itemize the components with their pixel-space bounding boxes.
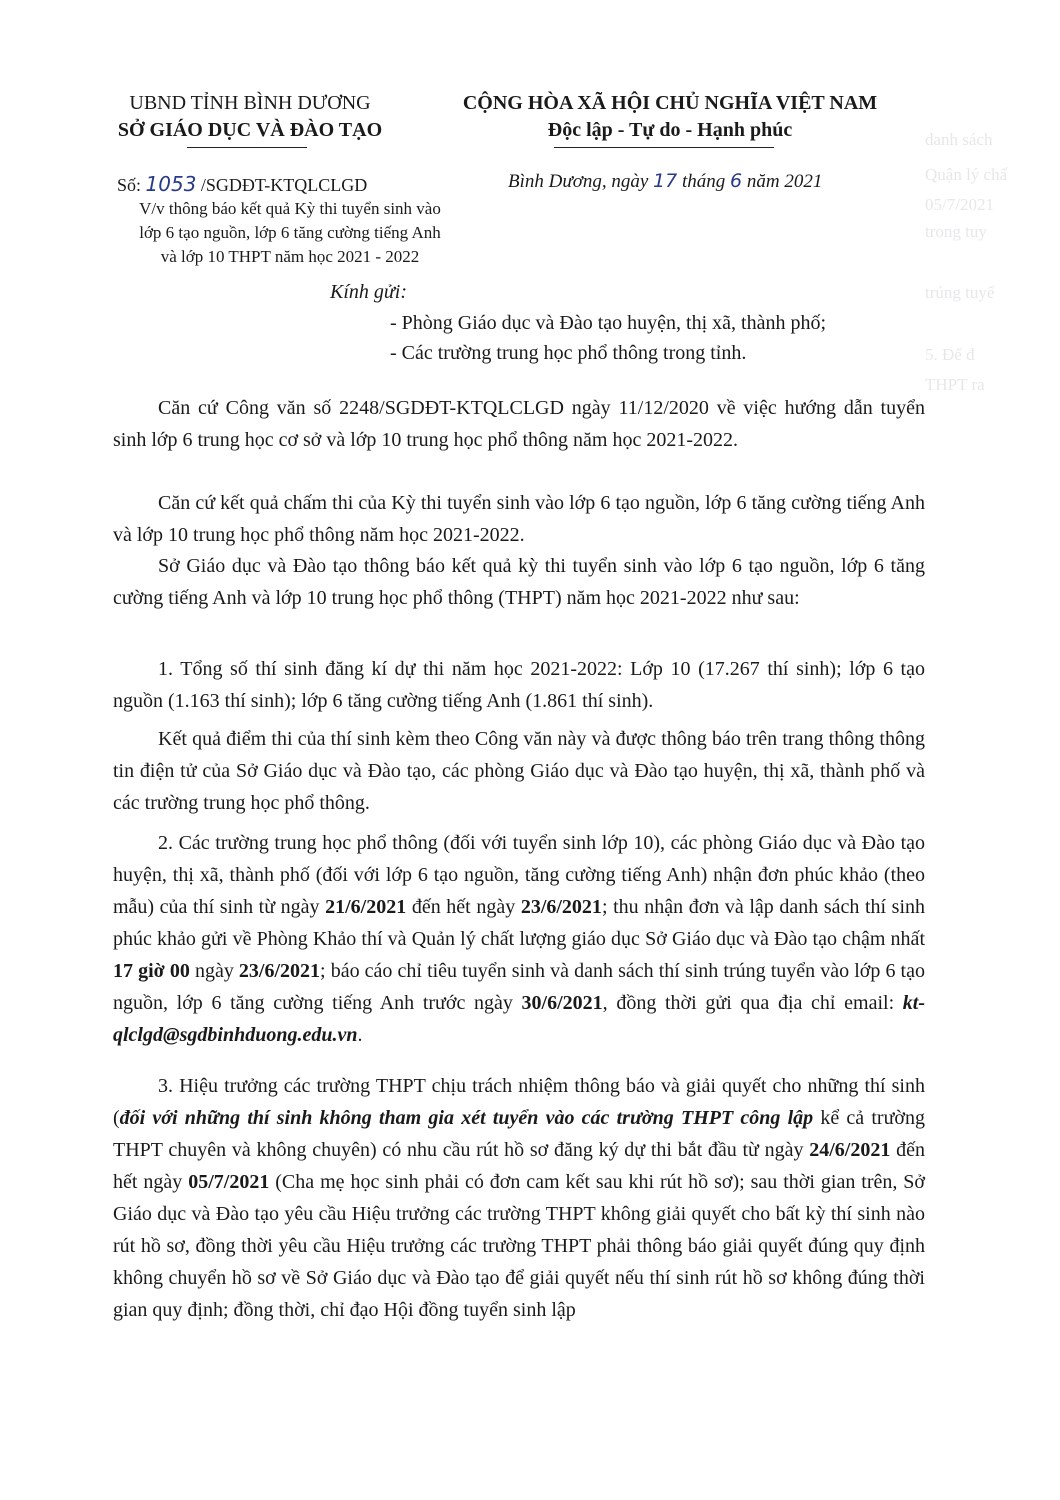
date-place: Bình Dương, ngày — [508, 171, 654, 192]
issuer-department: SỞ GIÁO DỤC VÀ ĐÀO TẠO — [117, 119, 383, 141]
emphasis-text: đối với những thí sinh không tham gia xét tuyển vào các trường THPT công lập — [119, 1107, 814, 1129]
paragraph-text: (Cha mẹ học sinh phải có đơn cam kết sau khi rút hồ sơ); sau thời gian trên, Sở Giáo dục và Đào tạo yêu cầu Hiệu trưởng các trường THPT không giải quyết cho bất kỳ thí sinh nào rút hồ sơ, đồng thời yêu cầu Hiệu trưởng các trường THPT phải thông báo giải quyết đúng quy định không chuyển hồ sơ về Sở Giáo dục và Đào tạo để giải quyết nếu thí sinh rút hồ sơ không đúng thời gian quy định; đồng thời, chỉ đạo Hội đồng tuyển sinh lập — [113, 1171, 925, 1321]
paragraph-text: Kết quả điểm thi của thí sinh kèm theo Công văn này và được thông báo trên trang thông thông tin điện tử của Sở Giáo dục và Đào tạo, các phòng Giáo dục và Đào tạo huyện, thị xã, thành phố và các trường trung học phổ thông. — [113, 728, 925, 814]
national-header — [420, 90, 920, 144]
deadline-date: 23/6/2021 — [238, 960, 321, 982]
body-paragraph — [113, 487, 925, 551]
document-date — [508, 170, 822, 193]
paragraph-text: ; báo cáo chỉ tiêu tuyển sinh và danh sách thí sinh trúng tuyển vào lớp 6 tạo nguồn, lớp 6 tăng cường tiếng Anh trước ngày — [113, 960, 925, 1014]
paragraph-text: , đồng thời gửi qua địa chỉ email: — [602, 992, 903, 1014]
body-paragraph — [113, 550, 925, 614]
deadline-date: 23/6/2021 — [520, 896, 602, 918]
recipient-item: - Các trường trung học phổ thông trong tỉnh. — [390, 342, 747, 364]
paragraph-text: đến hết ngày — [406, 896, 521, 918]
recipient-item: - Phòng Giáo dục và Đào tạo huyện, thị xã, thành phố; — [390, 312, 827, 334]
paragraph-text: 2. Các trường trung học phổ thông (đối với tuyển sinh lớp 10), các phòng Giáo dục và Đào tạo huyện, thị xã, thành phố (đối với lớp 6 tạo nguồn, tăng cường tiếng Anh) nhận đơn phúc khảo (theo mẫu) của thí sinh từ ngày — [113, 832, 925, 918]
issuer-province: UBND TỈNH BÌNH DƯƠNG — [129, 92, 371, 114]
paragraph-text: 3. Hiệu trưởng các trường THPT chịu trách nhiệm thông báo và giải quyết cho những thí sinh ( — [113, 1075, 925, 1129]
paragraph-text: Sở Giáo dục và Đào tạo thông báo kết quả kỳ thi tuyển sinh vào lớp 6 tạo nguồn, lớp 6 tăng cường tiếng Anh và lớp 10 trung học phổ thông (THPT) năm học 2021-2022 như sau: — [113, 555, 925, 609]
deadline-date: 30/6/2021 — [521, 992, 603, 1014]
paragraph-text: Căn cứ kết quả chấm thi của Kỳ thi tuyển sinh vào lớp 6 tạo nguồn, lớp 6 tăng cường tiếng Anh và lớp 10 trung học phổ thông năm học 2021-2022. — [113, 492, 925, 546]
body-paragraph — [113, 723, 925, 819]
document-page: danh sách Quận lý chấ 05/7/2021 trong tuy trúng tuyể 5. Để đ THPT ra UBND TỈNH BÌNH DƯƠNG SỞ GIÁO DỤC VÀ ĐÀO TẠO CỘNG HÒA XÃ HỘI CHỦ NGHĨA VIỆT NAM Độc lập - Tự do - Hạnh phúc Số: 1053 /SGDĐT-KTQLCLGD Bình Dương, ngày 17 tháng 6 năm 2021 V/v thông báo kết quả Kỳ thi tuyển sinh vào lớp 6 tạo nguồn, lớp 6 tăng cường tiếng Anh và lớp 10 THPT năm học 2021 - 2022 Kính gửi: - Phòng Giáo dục và Đào tạo huyện, thị xã, thành phố; - Các trường trung học phổ thông trong tỉnh. Căn cứ Công văn số 2248/SGDĐT-KTQLCLGD ngày 11/12/2020 về việc hướng dẫn tuyển sinh lớp 6 trung học cơ sở và lớp 10 trung học phổ thông năm học 2021-2022. Căn cứ kết quả chấm thi của Kỳ thi tuyển sinh vào lớp 6 tạo nguồn, lớp 6 tăng cường tiếng Anh và lớp 10 trung học phổ thông năm học 2021-2022. Sở Giáo dục và Đào tạo thông báo kết quả kỳ thi tuyển sinh vào lớp 6 tạo nguồn, lớp 6 tăng cường tiếng Anh và lớp 10 trung học phổ thông (THPT) năm học 2021-2022 như sau: 1. Tổng số thí sinh đăng kí dự thi năm học 2021-2022: Lớp 10 (17.267 thí sinh); lớp 6 tạo nguồn (1.163 thí sinh); lớp 6 tăng cường tiếng Anh (1.861 thí sinh). Kết quả điểm thi của thí sinh kèm theo Công văn này và được thông báo trên trang thông thông tin điện tử của Sở Giáo dục và Đào tạo, các phòng Giáo dục và Đào tạo huyện, thị xã, thành phố và các trường trung học phổ thông. 2. Các trường trung học phổ thông (đối với tuyển sinh lớp 10), các phòng Giáo dục và Đào tạo huyện, thị xã, thành phố (đối với lớp 6 tạo nguồn, tăng cường tiếng Anh) nhận đơn phúc khảo (theo mẫu) của thí sinh từ ngày 21/6/2021 đến hết ngày 23/6/2021; thu nhận đơn và lập danh sách thí sinh phúc khảo gửi về Phòng Khảo thí và Quản lý chất lượng giáo dục Sở Giáo dục và Đào tạo chậm nhất 17 giờ 00 ngày 23/6/2021; báo cáo chỉ tiêu tuyển sinh và danh sách thí sinh trúng tuyển vào lớp 6 tạo nguồn, lớp 6 tăng cường tiếng Anh trước ngày 30/6/2021, đồng thời gửi qua địa chỉ email: kt-qlclgd@sgdbinhduong.edu.vn. 3. Hiệu trưởng các trường THPT chịu trách nhiệm thông báo và giải quyết cho những thí sinh (đối với những thí sinh không tham gia xét tuyển vào các trường THPT công lập kể cả trường THPT chuyên và không chuyên) có nhu cầu rút hồ sơ đăng ký dự thi bắt đầu từ ngày 24/6/2021 đến hết ngày 05/7/2021 (Cha mẹ học sinh phải có đơn cam kết sau khi rút hồ sơ); sau thời gian trên, Sở Giáo dục và Đào tạo yêu cầu Hiệu trưởng các trường THPT không giải quyết cho bất kỳ thí sinh nào rút hồ sơ, đồng thời yêu cầu Hiệu trưởng các trường THPT phải thông báo giải quyết đúng quy định không chuyển hồ sơ về Sở Giáo dục và Đào tạo để giải quyết nếu thí sinh rút hồ sơ không đúng thời gian quy định; đồng thời, chỉ đạo Hội đồng tuyển sinh lập — [0, 0, 1060, 1500]
document-number — [117, 172, 367, 196]
doc-number-handwritten: 1053 — [145, 172, 197, 196]
greeting: Kính gửi: — [330, 281, 408, 303]
email-link[interactable]: kt-qlclgd@sgdbinhduong.edu.vn — [113, 992, 926, 1046]
document-subject — [100, 197, 480, 269]
deadline-date: 21/6/2021 — [325, 896, 407, 918]
paragraph-text: ; thu nhận đơn và lập danh sách thí sinh phúc khảo gửi về Phòng Khảo thí và Quản lý chất lượng giáo dục Sở Giáo dục và Đào tạo chậm nhất — [113, 896, 926, 950]
subject-line: lớp 6 tạo nguồn, lớp 6 tăng cường tiếng Anh — [139, 223, 441, 242]
issuer-header — [100, 90, 400, 144]
deadline-date: 05/7/2021 — [188, 1171, 270, 1193]
paragraph-text: đến hết ngày — [113, 1139, 925, 1193]
motto-underline — [554, 147, 774, 148]
paragraph-text: . — [357, 1024, 363, 1046]
date-year: năm 2021 — [742, 171, 823, 192]
national-motto: Độc lập - Tự do - Hạnh phúc — [547, 119, 793, 141]
paragraph-text: Căn cứ Công văn số 2248/SGDĐT-KTQLCLGD ngày 11/12/2020 về việc hướng dẫn tuyển sinh lớp 6 trung học cơ sở và lớp 10 trung học phổ thông năm học 2021-2022. — [113, 397, 925, 451]
issuer-underline — [187, 147, 307, 148]
date-month-label: tháng — [677, 171, 731, 192]
deadline-time: 17 giờ 00 — [113, 960, 190, 982]
body-paragraph — [113, 827, 925, 1051]
subject-line: và lớp 10 THPT năm học 2021 - 2022 — [160, 247, 420, 266]
national-title: CỘNG HÒA XÃ HỘI CHỦ NGHĨA VIỆT NAM — [462, 92, 878, 114]
doc-number-suffix: /SGDĐT-KTQLCLGD — [196, 175, 368, 195]
paragraph-text: 1. Tổng số thí sinh đăng kí dự thi năm học 2021-2022: Lớp 10 (17.267 thí sinh); lớp 6 tạo nguồn (1.163 thí sinh); lớp 6 tăng cường tiếng Anh (1.861 thí sinh). — [113, 658, 925, 712]
subject-line: V/v thông báo kết quả Kỳ thi tuyển sinh vào — [139, 199, 441, 218]
deadline-date: 24/6/2021 — [809, 1139, 891, 1161]
paragraph-text: kể cả trường THPT chuyên và không chuyên) có nhu cầu rút hồ sơ đăng ký dự thi bắt đầu từ ngày — [113, 1107, 925, 1161]
paragraph-text: ngày — [189, 960, 239, 982]
body-paragraph — [113, 1070, 925, 1326]
body-paragraph — [113, 392, 925, 456]
date-day: 17 — [653, 170, 678, 192]
body-paragraph — [113, 653, 925, 717]
doc-number-prefix: Số: — [117, 175, 146, 195]
date-month: 6 — [730, 170, 743, 192]
